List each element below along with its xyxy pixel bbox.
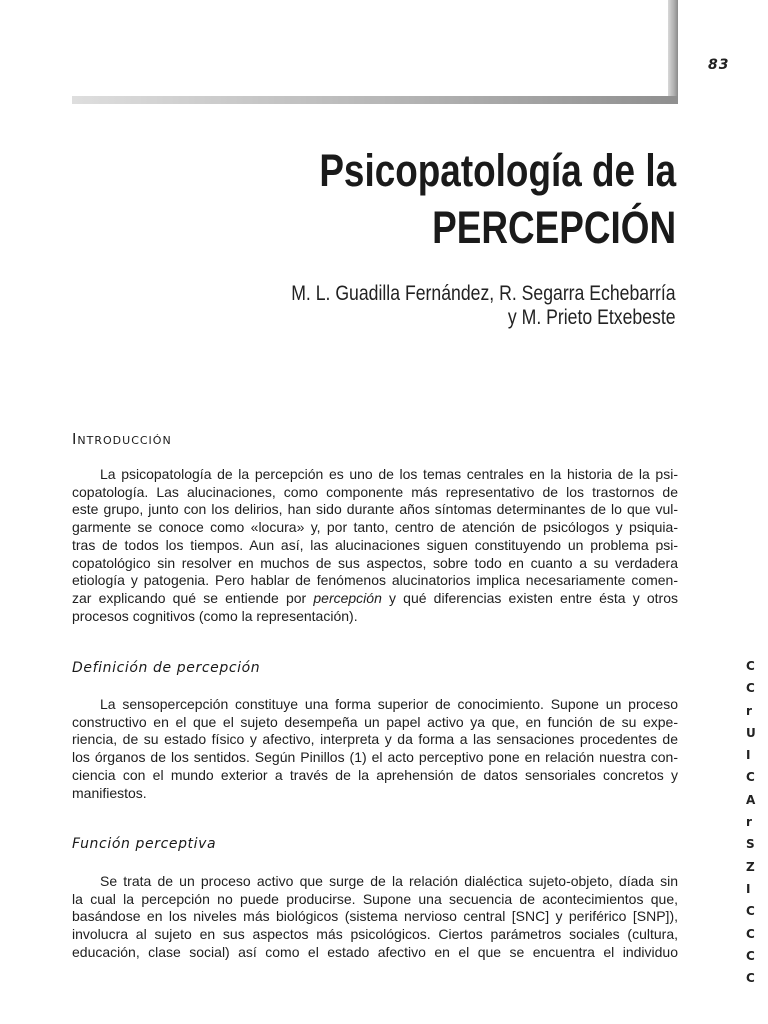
- authors-line-2: y M. Prieto Etxebeste: [508, 306, 676, 329]
- edge-mark: C: [746, 926, 755, 941]
- text-line: tras de todos los tiempos. Aun así, las alucinaciones siguen constituyendo un problema psi-: [72, 536, 678, 553]
- edge-mark: I: [746, 748, 751, 763]
- text-line: copatológico sin resolver en muchos de sus aspectos, sobre todo en cuanto a su verdadera: [72, 554, 678, 571]
- text-line: [72, 590, 678, 608]
- page-number: 83: [708, 57, 730, 73]
- text-line: basándose en los niveles más biológicos (sistema nervioso central [SNC] y periférico [SNP]),: [72, 908, 678, 925]
- section-heading-definicion: Definición de percepción: [72, 660, 261, 676]
- text-line: copatología. Las alucinaciones, como componente más representativo de los trastornos de: [72, 483, 678, 500]
- text-line: la cual la percepción no puede producirse. Supone una secuencia de acontecimientos que,: [72, 890, 678, 907]
- text-line: los órganos de los sentidos. Según Pinillos (1) el acto perceptivo pone en relación nuestra con-: [72, 749, 678, 766]
- section-heading-funcion: Función perceptiva: [72, 836, 217, 852]
- page-frame-horizontal-bar: [72, 96, 678, 104]
- authors-line-1: M. L. Guadilla Fernández, R. Segarra Echebarría: [291, 282, 676, 305]
- definition-paragraph: [72, 696, 678, 802]
- text-line: garmente se conoce como «locura» y, por tanto, centro de atención de psicólogos y psiquia-: [72, 519, 678, 536]
- text-line: educación, clase social) así como el estado afectivo en el que se encuentra el individuo: [72, 943, 678, 960]
- text-line: este grupo, junto con los delirios, han sido durante años síntomas determinantes de lo que vul-: [72, 501, 678, 518]
- intro-paragraph: [72, 466, 678, 625]
- text-line: Se trata de un proceso activo que surge de la relación dialéctica sujeto-objeto, díada sin: [100, 873, 678, 889]
- text-line: procesos cognitivos (como la representación).: [72, 607, 358, 624]
- text-line: constructivo en el que el sujeto desempeña un papel activo ya que, en función de su expe-: [72, 713, 678, 730]
- edge-mark: U: [746, 725, 756, 740]
- emphasis-percepcion: percepción: [313, 589, 382, 606]
- edge-mark: I: [746, 881, 751, 896]
- edge-mark: C: [746, 971, 755, 986]
- text-line: riencia, de su estado físico y afectivo, interpreta y da forma a las sensaciones procedentes de: [72, 731, 678, 748]
- edge-mark: C: [746, 681, 755, 696]
- author-list: [292, 282, 676, 330]
- text-line: La sensopercepción constituye una forma superior de conocimiento. Supone un proceso: [100, 696, 678, 712]
- text-line: involucra al sujeto en sus aspectos más psicológicos. Ciertos parámetros sociales (cultura,: [72, 926, 678, 943]
- edge-mark: Z: [746, 859, 755, 874]
- chapter-title-line-1: Psicopatología de la: [319, 145, 676, 196]
- edge-mark: r: [746, 815, 752, 830]
- edge-mark: C: [746, 659, 755, 673]
- chapter-title-line-2: PERCEPCIÓN: [431, 202, 676, 253]
- edge-mark: r: [746, 703, 752, 718]
- text-run: y qué diferencias existen entre ésta y otros: [381, 589, 678, 606]
- function-paragraph: [72, 873, 678, 962]
- edge-mark: C: [746, 770, 755, 785]
- edge-mark: A: [746, 792, 756, 807]
- text-line: etiología y patogenia. Pero hablar de fenómenos alucinatorios implica necesariamente comen-: [72, 572, 678, 589]
- text-line: manifiestos.: [72, 784, 147, 801]
- edge-mark: S: [746, 837, 755, 852]
- chapter-title: [319, 142, 676, 256]
- page-frame-vertical-bar: [668, 0, 678, 103]
- text-line: ciencia con el mundo exterior a través de la aprehensión de datos sensoriales concretos y: [72, 766, 678, 783]
- edge-mark: C: [746, 904, 755, 919]
- page-edge-thumb-index: [746, 655, 768, 989]
- section-heading-introduccion: Introducción: [72, 430, 172, 448]
- text-line: La psicopatología de la percepción es uno de los temas centrales en la historia de la psi-: [100, 466, 678, 482]
- text-run: zar explicando qué se entiende por: [72, 589, 314, 606]
- edge-mark: C: [746, 948, 755, 963]
